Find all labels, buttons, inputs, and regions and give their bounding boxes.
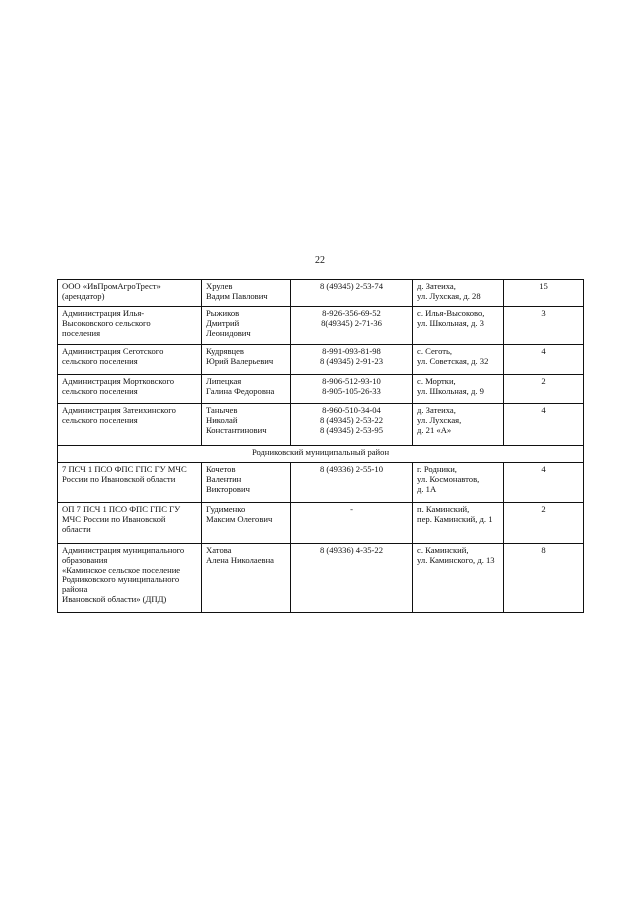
phone-cell	[291, 463, 413, 503]
phone-line: 8-905-105-26-33	[322, 385, 381, 396]
section-heading: Родниковский муниципальный район	[58, 446, 584, 463]
organization-line: области	[62, 523, 91, 534]
phone-line: 8 (49345) 2-53-74	[319, 281, 383, 291]
contact-person-line: Липецкая	[206, 376, 242, 386]
phone-cell	[291, 544, 413, 613]
address-line: ул. Космонавтов,	[417, 473, 480, 484]
address-line: ул. Каминского, д. 13	[417, 554, 495, 565]
contact-person-cell	[202, 404, 291, 446]
count-value: 15	[539, 281, 548, 291]
phone-cell	[291, 375, 413, 404]
organization-line: России по Ивановской области	[62, 473, 176, 484]
organization-line: (арендатор)	[62, 290, 105, 301]
count-cell	[504, 375, 584, 404]
organization-line: Администрация муниципального	[62, 545, 185, 555]
table-row	[58, 463, 584, 503]
phone-line: 8 (49345) 2-91-23	[319, 355, 383, 366]
contact-person-line: Валентин	[206, 473, 242, 484]
organization-line: сельского поселения	[62, 355, 138, 366]
organization-line: сельского поселения	[62, 385, 138, 396]
address-cell	[413, 345, 504, 375]
organization-line: Администрация Илья-	[62, 308, 145, 318]
organization-line: сельского поселения	[62, 414, 138, 425]
organization-cell	[58, 375, 202, 404]
count-value: 8	[541, 545, 546, 555]
organization-cell	[58, 544, 202, 613]
contact-person-line: Хрулев	[206, 281, 233, 291]
organization-line: образования	[62, 554, 108, 565]
contact-person-line: Хатова	[206, 545, 232, 555]
count-value: 4	[541, 464, 546, 474]
organization-cell	[58, 503, 202, 544]
count-cell	[504, 404, 584, 446]
address-line: д. 1А	[417, 483, 437, 494]
address-cell	[413, 544, 504, 613]
address-line: г. Родники,	[417, 464, 457, 474]
count-cell	[504, 503, 584, 544]
section-row	[58, 446, 584, 463]
phone-line: 8 (49345) 2-53-22	[319, 414, 383, 425]
count-cell	[504, 463, 584, 503]
address-cell	[413, 404, 504, 446]
address-line: с. Сеготь,	[417, 346, 453, 356]
organization-line: ОП 7 ПСЧ 1 ПСО ФПС ГПС ГУ	[62, 504, 181, 514]
contact-person-line: Леонидович	[206, 327, 251, 338]
phone-line: 8 (49336) 4-35-22	[319, 545, 383, 555]
count-cell	[504, 345, 584, 375]
organization-line: 7 ПСЧ 1 ПСО ФПС ГПС ГУ МЧС	[62, 464, 187, 474]
organization-cell	[58, 307, 202, 345]
address-line: пер. Каминский, д. 1	[417, 513, 493, 524]
organization-line: Родниковского муниципального	[62, 574, 180, 585]
contact-person-line: Максим Олегович	[206, 513, 273, 524]
organization-line: ООО «ИвПромАгроТрест»	[62, 281, 161, 291]
count-cell	[504, 280, 584, 307]
address-line: ул. Школьная, д. 3	[417, 317, 484, 328]
phone-cell	[291, 345, 413, 375]
contact-person-cell	[202, 307, 291, 345]
table-row	[58, 503, 584, 544]
page-number: 22	[315, 255, 325, 266]
organization-line: Администрация Мортковского	[62, 376, 175, 386]
count-value: 3	[541, 308, 546, 318]
phone-line: 8-960-510-34-04	[322, 405, 381, 415]
organization-cell	[58, 345, 202, 375]
organization-line: поселения	[62, 327, 101, 338]
address-line: с. Мортки,	[417, 376, 456, 386]
phone-line: 8-991-093-81-98	[322, 346, 381, 356]
address-line: ул. Советская, д. 32	[417, 355, 489, 366]
table-body	[58, 280, 584, 613]
contact-person-line: Юрий Валерьевич	[206, 355, 274, 366]
address-line: с. Илья-Высоково,	[417, 308, 485, 318]
organization-cell	[58, 404, 202, 446]
phone-line: 8 (49345) 2-53-95	[319, 424, 383, 435]
address-cell	[413, 503, 504, 544]
phone-cell	[291, 280, 413, 307]
contact-person-cell	[202, 375, 291, 404]
count-cell	[504, 544, 584, 613]
address-line: д. Затеиха,	[417, 405, 456, 415]
count-cell	[504, 307, 584, 345]
contact-person-line: Рыжиков	[206, 308, 240, 318]
address-cell	[413, 463, 504, 503]
address-line: с. Каминский,	[417, 545, 469, 555]
phone-line: 8-926-356-69-52	[322, 308, 381, 318]
phone-cell	[291, 503, 413, 544]
address-line: ул. Лухская,	[417, 414, 462, 425]
contact-person-line: Николай	[206, 414, 238, 425]
contact-person-line: Танычев	[206, 405, 238, 415]
contact-person-cell	[202, 544, 291, 613]
count-value: 2	[541, 376, 546, 386]
organization-line: «Каминское сельское поселение	[62, 564, 181, 575]
contact-person-cell	[202, 280, 291, 307]
contact-person-cell	[202, 463, 291, 503]
phone-line: 8(49345) 2-71-36	[321, 317, 382, 328]
organization-line: Администрация Затеихинского	[62, 405, 176, 415]
phone-line: 8 (49336) 2-55-10	[319, 464, 383, 474]
table-row	[58, 404, 584, 446]
contact-person-line: Галина Федоровна	[206, 385, 275, 396]
table-row	[58, 307, 584, 345]
phone-line: -	[350, 504, 353, 514]
address-line: ул. Школьная, д. 9	[417, 385, 484, 396]
address-line: ул. Лухская, д. 28	[417, 290, 481, 301]
contact-person-line: Гудименко	[206, 504, 246, 514]
table-row	[58, 544, 584, 613]
organization-cell	[58, 280, 202, 307]
address-cell	[413, 375, 504, 404]
contact-person-line: Константинович	[206, 424, 267, 435]
contacts-table	[57, 279, 584, 613]
contact-person-line: Викторович	[206, 483, 250, 494]
count-value: 4	[541, 346, 546, 356]
organization-line: района	[62, 584, 88, 595]
phone-cell	[291, 307, 413, 345]
organization-line: Ивановской области» (ДПД)	[62, 593, 167, 604]
organization-cell	[58, 463, 202, 503]
table-row	[58, 345, 584, 375]
address-line: д. 21 «А»	[417, 424, 452, 435]
address-line: д. Затеиха,	[417, 281, 456, 291]
phone-cell	[291, 404, 413, 446]
contact-person-line: Вадим Павлович	[206, 290, 268, 301]
count-value: 2	[541, 504, 546, 514]
contact-person-line: Дмитрий	[206, 317, 240, 328]
contact-person-line: Алена Николаевна	[206, 554, 274, 565]
contact-person-line: Кудрявцев	[206, 346, 244, 356]
contact-person-cell	[202, 503, 291, 544]
contact-person-line: Кочетов	[206, 464, 236, 474]
table-row	[58, 280, 584, 307]
phone-line: 8-906-512-93-10	[322, 376, 381, 386]
organization-line: МЧС России по Ивановской	[62, 513, 166, 524]
address-cell	[413, 280, 504, 307]
contact-person-cell	[202, 345, 291, 375]
address-line: п. Каминский,	[417, 504, 470, 514]
count-value: 4	[541, 405, 546, 415]
address-cell	[413, 307, 504, 345]
organization-line: Администрация Сеготского	[62, 346, 164, 356]
table-row	[58, 375, 584, 404]
organization-line: Высоковского сельского	[62, 317, 151, 328]
